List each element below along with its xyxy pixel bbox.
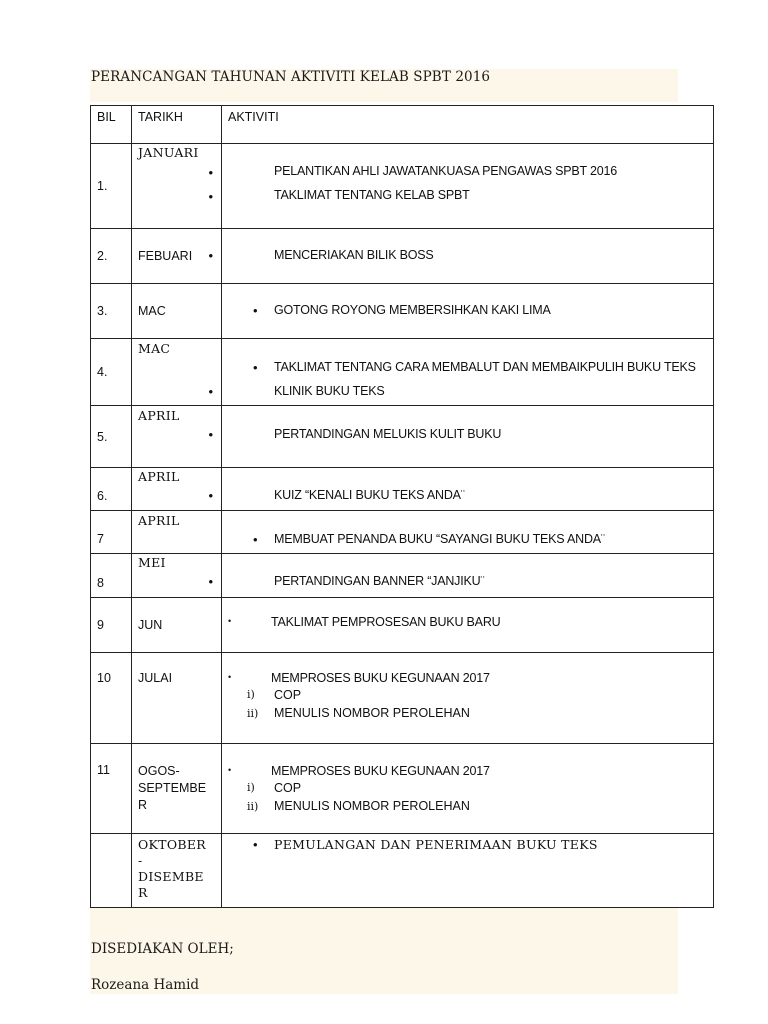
bullet-icon: • [208,574,213,589]
table-row [91,598,714,653]
row-bil: 5. [91,406,132,468]
row-month: MAC [138,341,171,356]
row-tarikh [132,468,222,511]
row-month: MEI [138,555,166,570]
row-aktiviti [222,144,714,229]
sub-item-number: i) [247,781,255,794]
activity-text: PERTANDINGAN MELUKIS KULIT BUKU [274,427,502,441]
table-header-row [91,106,714,144]
row-aktiviti [222,598,714,653]
activity-text: MEMPROSES BUKU KEGUNAAN 2017 [271,671,490,685]
row-tarikh [132,744,222,834]
activity-text: KUIZ “KENALI BUKU TEKS ANDA¨ [274,488,465,502]
activity-text: PERTANDINGAN BANNER “JANJIKU¨ [274,574,485,588]
row-tarikh [132,554,222,598]
table-row [91,653,714,744]
row-bil: 11 [91,744,132,834]
sub-item-number: ii) [247,800,259,813]
row-month: APRIL [138,513,180,528]
bullet-icon: • [228,765,232,775]
row-tarikh [132,229,222,284]
row-aktiviti [222,554,714,598]
activity-text: MEMBUAT PENANDA BUKU “SAYANGI BUKU TEKS ANDA¨ [274,532,605,546]
row-aktiviti [222,511,714,554]
row-aktiviti [222,744,714,834]
activity-text: PEMULANGAN DAN PENERIMAAN BUKU TEKS [274,837,598,852]
sub-item-number: i) [247,688,255,701]
activity-text: TAKLIMAT PEMPROSESAN BUKU BARU [271,615,501,629]
activity-text: MEMPROSES BUKU KEGUNAAN 2017 [271,764,490,778]
row-aktiviti [222,834,714,908]
activity-text: TAKLIMAT TENTANG CARA MEMBALUT DAN MEMBAIKPULIH BUKU TEKS [274,360,696,374]
bullet-icon: • [208,488,213,503]
row-aktiviti [222,284,714,339]
row-bil: 6. [91,468,132,511]
row-month: APRIL [138,408,180,423]
row-aktiviti [222,653,714,744]
row-month: OKTOBER [138,837,206,852]
activity-text: TAKLIMAT TENTANG KELAB SPBT [274,188,470,202]
bullet-icon: • [228,616,232,626]
row-bil: 10 [91,653,132,744]
sub-item-number: ii) [247,707,259,720]
table-row [91,229,714,284]
row-month: JANUARI [138,145,199,160]
table-row [91,284,714,339]
row-aktiviti [222,406,714,468]
row-month: SEPTEMBE [138,781,207,795]
activity-text: MENCERIAKAN BILIK BOSS [274,248,434,262]
row-tarikh: JULAI [132,653,222,744]
row-aktiviti [222,339,714,406]
document-title: PERANCANGAN TAHUNAN AKTIVITI KELAB SPBT 2016 [91,69,491,85]
table-row [91,834,714,908]
row-tarikh [132,339,222,406]
bullet-icon: • [228,672,232,682]
row-bil: 3. [91,284,132,339]
bullet-icon: • [208,384,213,399]
bullet-icon: • [208,248,213,263]
prepared-by-label: DISEDIAKAN OLEH; [91,941,234,957]
table-row [91,339,714,406]
row-bil: 7 [91,511,132,554]
table-row [91,144,714,229]
sub-item-text: MENULIS NOMBOR PEROLEHAN [274,706,470,720]
table-row [91,468,714,511]
bullet-icon: • [253,303,258,318]
row-month: DISEMBE [138,869,204,884]
sub-item-text: MENULIS NOMBOR PEROLEHAN [274,799,470,813]
row-month: R [138,798,148,812]
activity-text: KLINIK BUKU TEKS [274,384,385,398]
row-bil [91,834,132,908]
bullet-icon: • [253,837,258,852]
row-tarikh [132,511,222,554]
activity-text: GOTONG ROYONG MEMBERSIHKAN KAKI LIMA [274,303,551,317]
row-aktiviti [222,229,714,284]
table-row [91,511,714,554]
sub-item-text: COP [274,688,302,702]
header-bil: BIL [91,106,132,144]
row-tarikh [132,406,222,468]
row-month: OGOS- [138,764,180,778]
row-tarikh: JUN [132,598,222,653]
preparer-name: Rozeana Hamid [91,977,200,993]
row-bil: 1. [91,144,132,229]
row-month: FEBUARI [138,249,193,263]
header-aktiviti: AKTIVITI [222,106,714,144]
row-tarikh: MAC [132,284,222,339]
row-month: - [138,853,143,868]
row-month: APRIL [138,469,180,484]
activity-table [90,105,714,908]
row-aktiviti [222,468,714,511]
table-row [91,406,714,468]
bullet-icon: • [208,189,213,204]
row-bil: 4. [91,339,132,406]
bullet-icon: • [253,532,258,547]
table-row [91,744,714,834]
row-tarikh [132,834,222,908]
header-tarikh: TARIKH [132,106,222,144]
bullet-icon: • [253,360,258,375]
row-tarikh [132,144,222,229]
bullet-icon: • [208,165,213,180]
table-row [91,554,714,598]
bullet-icon: • [208,427,213,442]
activity-text: PELANTIKAN AHLI JAWATANKUASA PENGAWAS SPBT 2016 [274,164,618,178]
row-bil: 2. [91,229,132,284]
sub-item-text: COP [274,781,302,795]
row-month: R [138,885,148,900]
row-bil: 8 [91,554,132,598]
row-bil: 9 [91,598,132,653]
